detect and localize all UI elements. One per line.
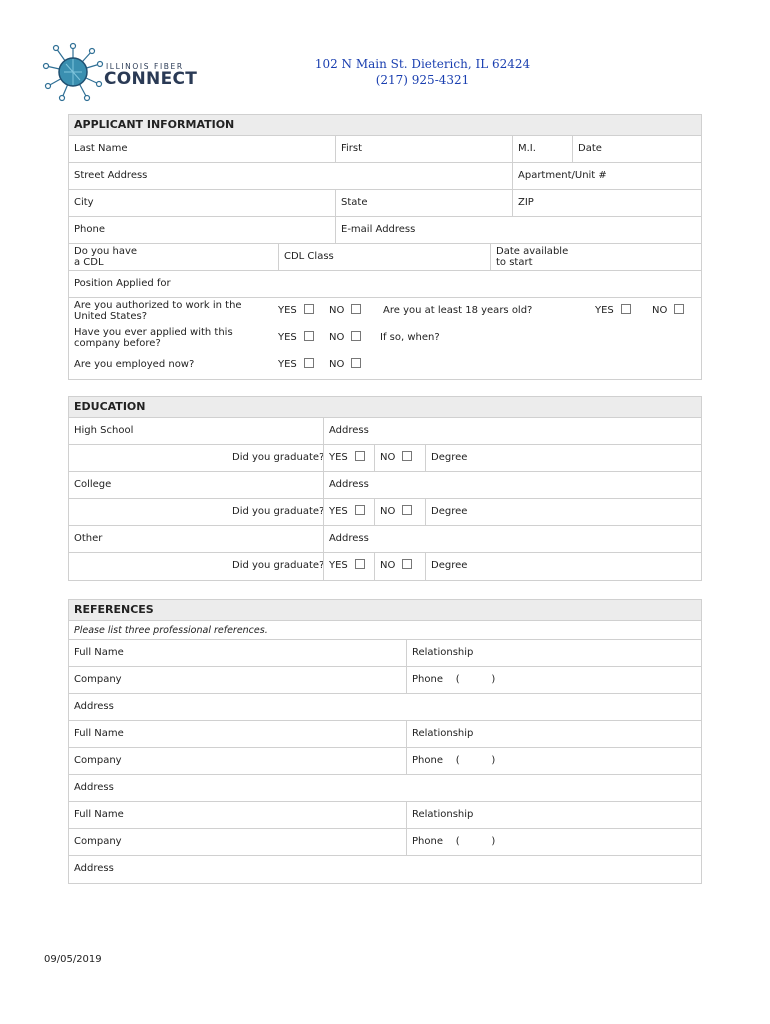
reference-full-name-field[interactable]: Full Name bbox=[74, 647, 124, 658]
date-field[interactable]: Date bbox=[572, 136, 701, 162]
yes-label: YES bbox=[329, 506, 348, 517]
yes-checkbox[interactable] bbox=[355, 451, 365, 461]
yes-option[interactable] bbox=[323, 499, 374, 525]
reference-phone-field[interactable] bbox=[406, 829, 701, 855]
form-row bbox=[69, 418, 701, 445]
state-field[interactable]: State bbox=[335, 190, 512, 216]
section-heading: APPLICANT INFORMATION bbox=[69, 115, 701, 136]
college-field[interactable]: College bbox=[74, 479, 112, 490]
form-row bbox=[69, 190, 701, 217]
yes-option[interactable] bbox=[273, 325, 314, 352]
form-row bbox=[69, 748, 701, 775]
position-field[interactable]: Position Applied for bbox=[74, 278, 171, 289]
section-heading: REFERENCES bbox=[69, 600, 701, 621]
logo-text-top: ILLINOIS FIBER bbox=[106, 62, 184, 71]
no-option[interactable] bbox=[374, 553, 425, 580]
no-option[interactable] bbox=[324, 352, 361, 379]
no-option[interactable] bbox=[374, 499, 425, 525]
reference-full-name-field[interactable]: Full Name bbox=[74, 728, 124, 739]
form-row bbox=[69, 526, 701, 553]
last-name-field[interactable]: Last Name bbox=[74, 143, 128, 154]
no-option[interactable] bbox=[324, 325, 361, 352]
no-label: NO bbox=[380, 452, 396, 463]
no-option[interactable] bbox=[374, 445, 425, 471]
applicant-info-section bbox=[68, 114, 702, 380]
footer-date: 09/05/2019 bbox=[44, 954, 102, 965]
authorized-question: Are you authorized to work in the United States? bbox=[74, 300, 242, 322]
yes-checkbox[interactable] bbox=[304, 304, 314, 314]
form-row bbox=[69, 499, 701, 526]
apartment-field[interactable]: Apartment/Unit # bbox=[512, 163, 701, 189]
yes-checkbox[interactable] bbox=[355, 505, 365, 515]
form-row bbox=[69, 802, 701, 829]
cdl-question: Do you have a CDL bbox=[74, 246, 138, 268]
reference-relationship-field[interactable]: Relationship bbox=[406, 802, 701, 828]
college-address-field[interactable]: Address bbox=[323, 472, 701, 498]
form-row bbox=[69, 472, 701, 499]
yes-checkbox[interactable] bbox=[304, 358, 314, 368]
yes-label: YES bbox=[278, 305, 297, 316]
form-row bbox=[69, 775, 701, 802]
no-label: NO bbox=[329, 305, 345, 316]
form-row bbox=[69, 553, 701, 580]
no-checkbox[interactable] bbox=[351, 304, 361, 314]
reference-company-field[interactable]: Company bbox=[74, 836, 122, 847]
form-row bbox=[69, 829, 701, 856]
cdl-class-field[interactable]: CDL Class bbox=[278, 244, 490, 270]
degree-field[interactable]: Degree bbox=[425, 553, 701, 580]
no-label: NO bbox=[329, 359, 345, 370]
no-option[interactable] bbox=[647, 298, 684, 325]
phone-area-code: ( ) bbox=[455, 836, 496, 847]
form-row bbox=[69, 640, 701, 667]
street-address-line: 102 N Main St. Dieterich, IL 62424 bbox=[314, 57, 531, 71]
zip-field[interactable]: ZIP bbox=[512, 190, 701, 216]
reference-relationship-field[interactable]: Relationship bbox=[406, 721, 701, 747]
form-row bbox=[69, 445, 701, 472]
references-instruction: Please list three professional references. bbox=[69, 621, 701, 640]
no-label: NO bbox=[329, 332, 345, 343]
form-row bbox=[69, 244, 701, 271]
form-row bbox=[69, 271, 701, 298]
date-available-field[interactable]: Date available to start bbox=[490, 244, 570, 270]
fiber-burst-icon bbox=[42, 42, 104, 102]
yes-option[interactable] bbox=[323, 553, 374, 580]
phone-area-code: ( ) bbox=[455, 755, 496, 766]
no-checkbox[interactable] bbox=[351, 331, 361, 341]
no-label: NO bbox=[380, 506, 396, 517]
reference-company-field[interactable]: Company bbox=[74, 755, 122, 766]
phone-label: Phone bbox=[412, 755, 443, 766]
reference-full-name-field[interactable]: Full Name bbox=[74, 809, 124, 820]
reference-address-field[interactable]: Address bbox=[74, 782, 114, 793]
form-row bbox=[69, 217, 701, 244]
company-address bbox=[300, 56, 545, 88]
middle-initial-field[interactable]: M.I. bbox=[512, 136, 572, 162]
section-heading: EDUCATION bbox=[69, 397, 701, 418]
phone-label: Phone bbox=[412, 674, 443, 685]
reference-phone-field[interactable] bbox=[406, 667, 701, 693]
high-school-field[interactable]: High School bbox=[74, 425, 134, 436]
form-row bbox=[69, 856, 701, 883]
other-address-field[interactable]: Address bbox=[323, 526, 701, 552]
applied-before-question: Have you ever applied with this company before? bbox=[74, 327, 233, 349]
no-label: NO bbox=[380, 560, 396, 571]
education-section bbox=[68, 396, 702, 581]
form-row bbox=[69, 721, 701, 748]
age-question: Are you at least 18 years old? bbox=[383, 305, 533, 316]
no-checkbox[interactable] bbox=[674, 304, 684, 314]
form-row bbox=[69, 352, 701, 379]
yes-option[interactable] bbox=[273, 298, 314, 325]
city-field[interactable]: City bbox=[74, 197, 94, 208]
no-checkbox[interactable] bbox=[402, 451, 412, 461]
street-address-field[interactable]: Street Address bbox=[74, 170, 148, 181]
yes-checkbox[interactable] bbox=[355, 559, 365, 569]
yes-option[interactable] bbox=[590, 298, 631, 325]
logo-text-main: CONNECT bbox=[104, 69, 198, 89]
degree-field[interactable]: Degree bbox=[425, 499, 701, 525]
phone-line: (217) 925-4321 bbox=[375, 73, 470, 87]
first-name-field[interactable]: First bbox=[335, 136, 512, 162]
yes-label: YES bbox=[595, 305, 614, 316]
yes-checkbox[interactable] bbox=[621, 304, 631, 314]
no-checkbox[interactable] bbox=[402, 505, 412, 515]
form-row bbox=[69, 667, 701, 694]
employed-question: Are you employed now? bbox=[74, 359, 195, 370]
form-row bbox=[69, 694, 701, 721]
reference-phone-field[interactable] bbox=[406, 748, 701, 774]
yes-label: YES bbox=[278, 359, 297, 370]
reference-address-field[interactable]: Address bbox=[74, 701, 114, 712]
reference-address-field[interactable]: Address bbox=[74, 863, 114, 874]
phone-area-code: ( ) bbox=[455, 674, 496, 685]
no-label: NO bbox=[652, 305, 668, 316]
email-field[interactable]: E-mail Address bbox=[335, 217, 701, 243]
yes-label: YES bbox=[329, 560, 348, 571]
phone-field[interactable]: Phone bbox=[74, 224, 105, 235]
yes-option[interactable] bbox=[273, 352, 314, 379]
yes-label: YES bbox=[329, 452, 348, 463]
reference-relationship-field[interactable]: Relationship bbox=[406, 640, 701, 666]
graduate-question: Did you graduate? bbox=[232, 560, 325, 571]
graduate-question: Did you graduate? bbox=[232, 452, 325, 463]
company-logo bbox=[42, 42, 198, 102]
high-school-address-field[interactable]: Address bbox=[323, 418, 701, 444]
form-row bbox=[69, 136, 701, 163]
no-checkbox[interactable] bbox=[402, 559, 412, 569]
reference-company-field[interactable]: Company bbox=[74, 674, 122, 685]
phone-label: Phone bbox=[412, 836, 443, 847]
yes-option[interactable] bbox=[323, 445, 374, 471]
yes-checkbox[interactable] bbox=[304, 331, 314, 341]
no-checkbox[interactable] bbox=[351, 358, 361, 368]
other-school-field[interactable]: Other bbox=[74, 533, 103, 544]
if-so-when-field[interactable]: If so, when? bbox=[380, 332, 440, 343]
no-option[interactable] bbox=[324, 298, 361, 325]
references-section bbox=[68, 599, 702, 884]
form-row bbox=[69, 298, 701, 325]
form-row bbox=[69, 325, 701, 352]
form-row bbox=[69, 163, 701, 190]
yes-label: YES bbox=[278, 332, 297, 343]
degree-field[interactable]: Degree bbox=[425, 445, 701, 471]
graduate-question: Did you graduate? bbox=[232, 506, 325, 517]
